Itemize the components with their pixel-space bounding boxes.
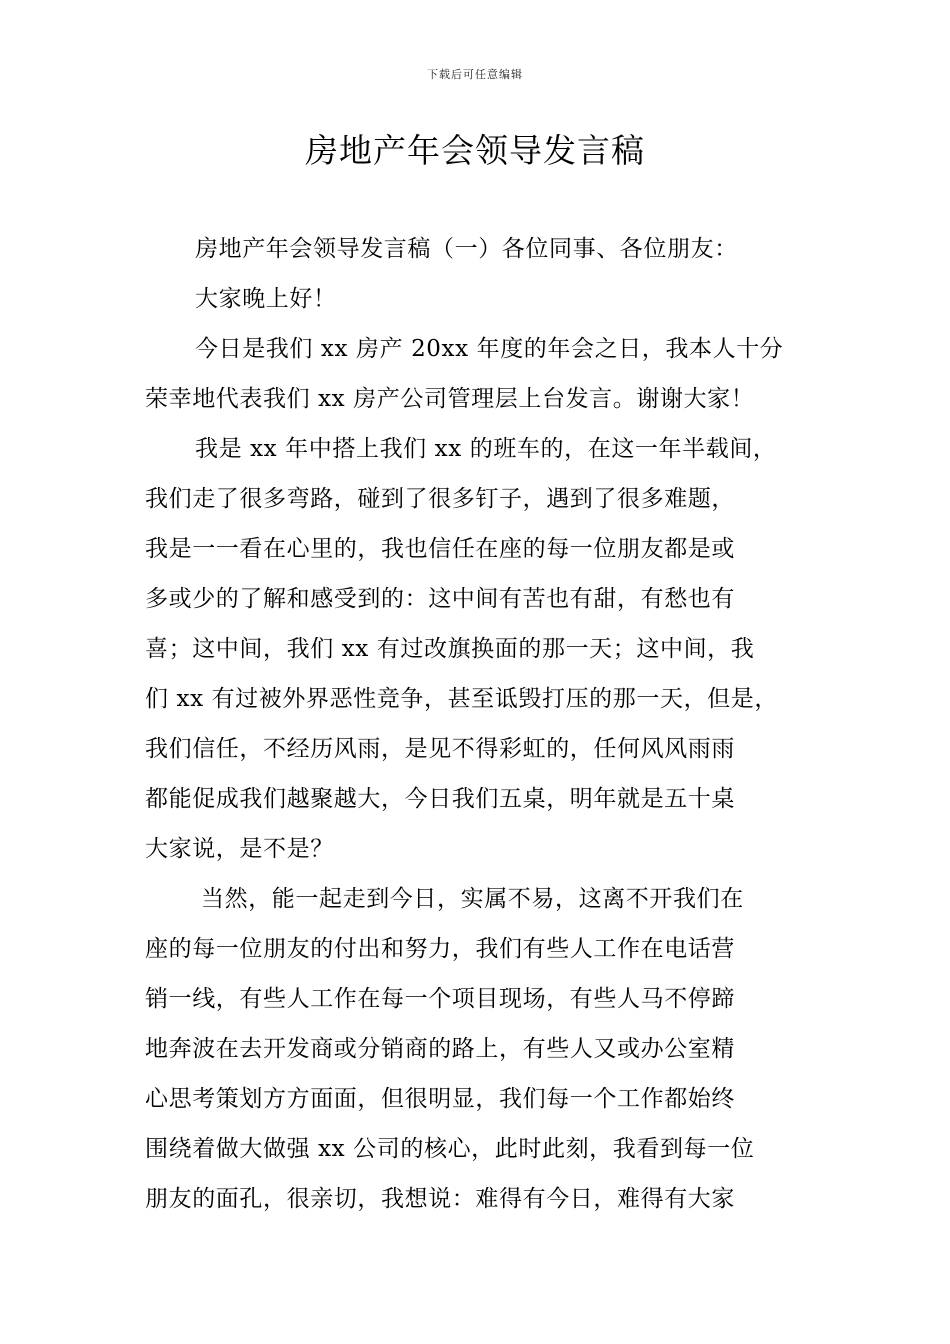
paragraph-line: 荣幸地代表我们 xx 房产公司管理层上台发言。谢谢大家！ bbox=[145, 386, 755, 412]
paragraph-line: 我们走了很多弯路，碰到了很多钉子，遇到了很多难题， bbox=[145, 486, 735, 512]
paragraph-line: 我是 xx 年中搭上我们 xx 的班车的，在这一年半载间， bbox=[195, 436, 777, 462]
paragraph-line: 今日是我们 xx 房产 20xx 年度的年会之日，我本人十分 bbox=[195, 336, 784, 362]
paragraph-line: 地奔波在去开发商或分销商的路上，有些人又或办公室精 bbox=[145, 1036, 735, 1062]
paragraph-line: 多或少的了解和感受到的：这中间有苦也有甜，有愁也有 bbox=[145, 586, 735, 612]
paragraph-line: 围绕着做大做强 xx 公司的核心，此时此刻，我看到每一位 bbox=[145, 1136, 755, 1162]
body-text bbox=[145, 224, 835, 1224]
paragraph-line: 大家说，是不是？ bbox=[145, 836, 334, 862]
paragraph-line: 大家晚上好！ bbox=[195, 286, 337, 312]
paragraph-line: 我们信任，不经历风雨，是见不得彩虹的，任何风风雨雨 bbox=[145, 736, 735, 762]
paragraph-line: 喜；这中间，我们 xx 有过改旗换面的那一天；这中间，我 bbox=[145, 636, 755, 662]
paragraph-line: 销一线，有些人工作在每一个项目现场，有些人马不停蹄 bbox=[145, 986, 735, 1012]
paragraph-line: 房地产年会领导发言稿（一）各位同事、各位朋友： bbox=[195, 236, 738, 262]
paragraph-line: 朋友的面孔，很亲切，我想说：难得有今日，难得有大家 bbox=[145, 1186, 735, 1212]
paragraph-line: 座的每一位朋友的付出和努力，我们有些人工作在电话营 bbox=[145, 936, 735, 962]
paragraph-line: 我是一一看在心里的，我也信任在座的每一位朋友都是或 bbox=[145, 536, 735, 562]
page-title: 房地产年会领导发言稿 bbox=[305, 131, 645, 170]
paragraph-line: 当然，能一起走到今日，实属不易，这离不开我们在 bbox=[201, 886, 744, 912]
paragraph-line: 心思考策划方方面面，但很明显，我们每一个工作都始终 bbox=[145, 1086, 735, 1112]
paragraph-line: 们 xx 有过被外界恶性竞争，甚至诋毁打压的那一天，但是， bbox=[145, 686, 778, 712]
paragraph-line: 都能促成我们越聚越大，今日我们五桌，明年就是五十桌 bbox=[145, 786, 735, 812]
header-note: 下载后可任意编辑 bbox=[427, 68, 523, 81]
